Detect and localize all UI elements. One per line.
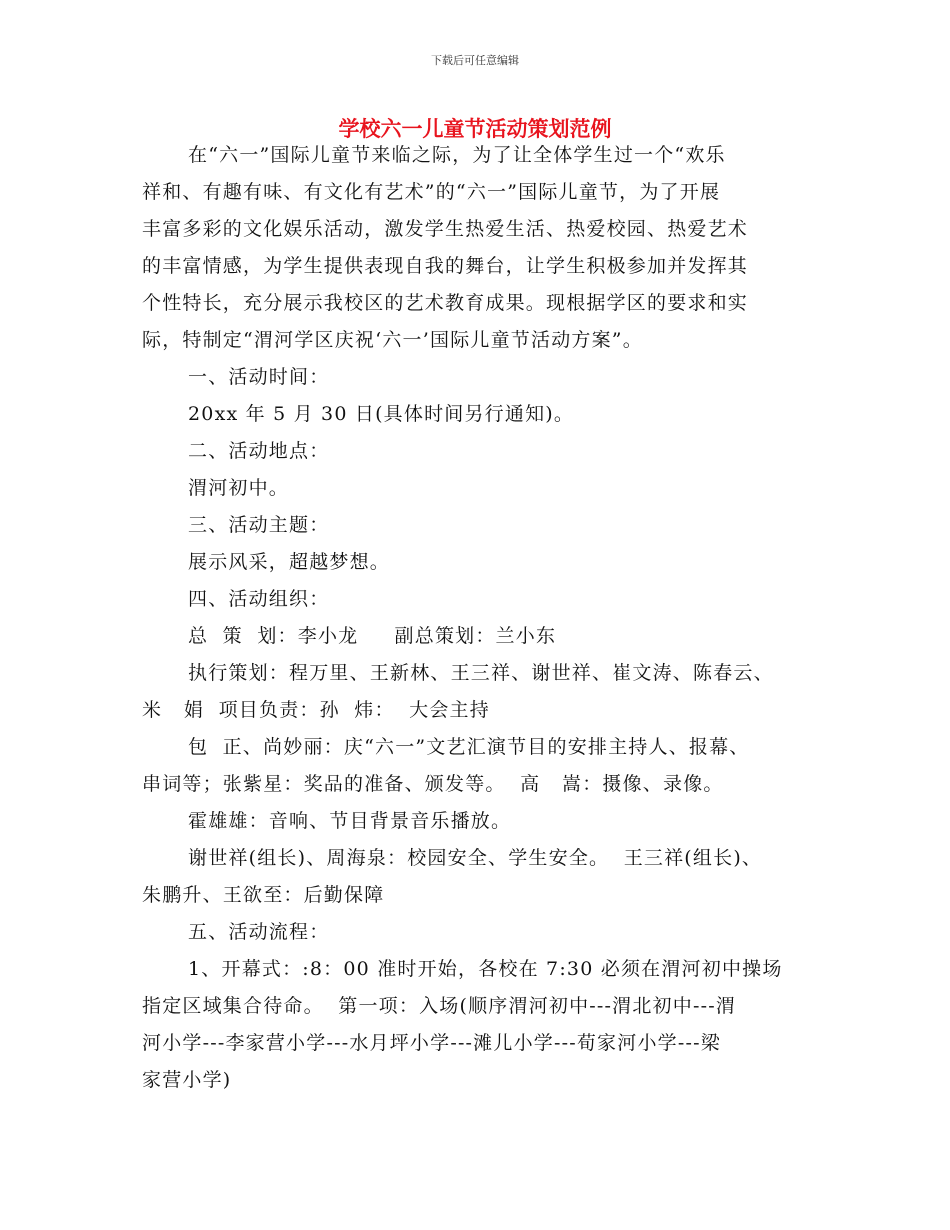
paragraph-line: 四、活动组织： (188, 588, 330, 610)
paragraph-line: 包 正、尚妙丽：庆“六一”文艺汇演节目的安排主持人、报幕、 (188, 736, 750, 758)
paragraph-line: 个性特长，充分展示我校区的艺术教育成果。现根据学区的要求和实 (142, 292, 749, 314)
paragraph-line: 霍雄雄：音响、节目背景音乐播放。 (188, 810, 512, 832)
paragraph-line: 二、活动地点： (188, 440, 330, 462)
paragraph-line: 在“六一”国际儿童节来临之际，为了让全体学生过一个“欢乐 (188, 144, 726, 166)
paragraph-line: 渭河初中。 (188, 477, 290, 499)
document-body (142, 137, 810, 1099)
paragraph-line: 三、活动主题： (188, 514, 330, 536)
paragraph-line: 的丰富情感，为学生提供表现自我的舞台，让学生积极参加并发挥其 (142, 255, 749, 277)
paragraph-line: 指定区域集合待命。 第一项：入场(顺序渭河初中---渭北初中---渭 (142, 995, 737, 1017)
document-title: 学校六一儿童节活动策划范例 (338, 117, 612, 141)
paragraph-line: 朱鹏升、王欲至：后勤保障 (142, 884, 385, 906)
paragraph-line: 一、活动时间： (188, 366, 330, 388)
paragraph-line: 1、开幕式：:8：00 准时开始，各校在 7:30 必须在渭河初中操场 (188, 958, 783, 980)
paragraph-line: 串词等；张紫星：奖品的准备、颁发等。 高 嵩：摄像、录像。 (142, 773, 724, 795)
paragraph-line: 祥和、有趣有味、有文化有艺术”的“六一”国际儿童节，为了开展 (142, 181, 721, 203)
paragraph-line: 谢世祥(组长)、周海泉：校园安全、学生安全。 王三祥(组长)、 (188, 847, 763, 869)
paragraph-line: 河小学---李家营小学---水月坪小学---滩儿小学---荀家河小学---梁 (142, 1032, 721, 1054)
paragraph-line: 总 策 划：李小龙 副总策划：兰小东 (188, 625, 557, 647)
page-header: 下载后可任意编辑 (431, 54, 519, 67)
paragraph-line: 展示风采，超越梦想。 (188, 551, 391, 573)
paragraph-line: 际，特制定“渭河学区庆祝‘六一’国际儿童节活动方案”。 (142, 329, 643, 351)
paragraph-line: 执行策划：程万里、王新林、王三祥、谢世祥、崔文涛、陈春云、 (188, 662, 774, 684)
paragraph-line: 米 娟 项目负责：孙 炜： 大会主持 (142, 699, 490, 721)
paragraph-line: 家营小学) (142, 1069, 232, 1091)
paragraph-line: 五、活动流程： (188, 921, 330, 943)
paragraph-line: 20xx 年 5 月 30 日(具体时间另行通知)。 (188, 403, 575, 425)
paragraph-line: 丰富多彩的文化娱乐活动，激发学生热爱生活、热爱校园、热爱艺术 (142, 218, 749, 240)
